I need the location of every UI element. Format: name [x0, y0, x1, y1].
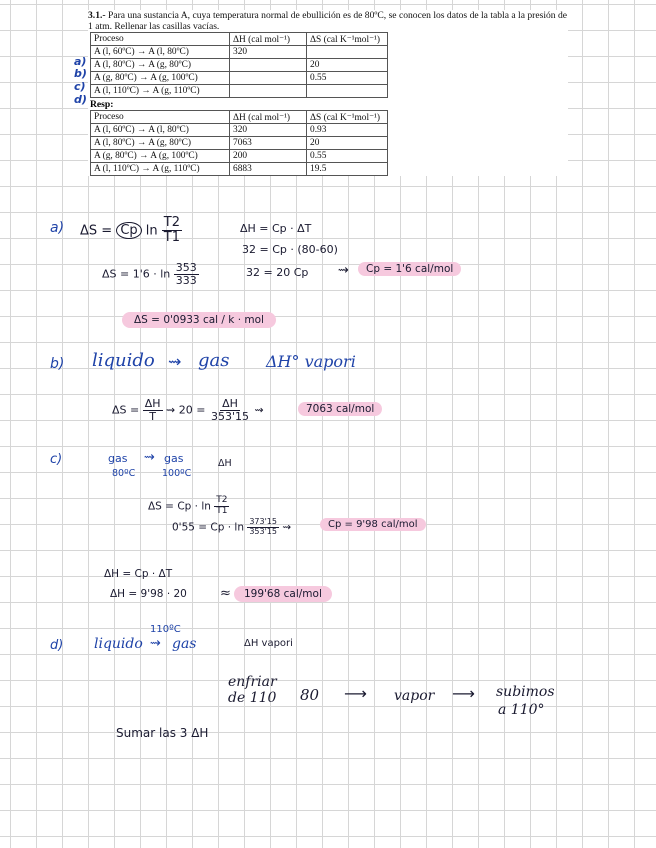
cell-ds: 0.93	[307, 124, 388, 137]
part-b-word-liquido: liquido	[92, 350, 155, 371]
cell-proceso: A (l, 60ºC) → A (l, 80ºC)	[91, 46, 230, 59]
frac-den: 333	[175, 274, 197, 288]
cell-proceso: A (l, 110ºC) → A (g, 110ºC)	[91, 85, 230, 98]
arrow-icon: ⇝	[282, 521, 292, 534]
part-d-temp: 110ºC	[150, 624, 181, 635]
answer-label: Resp:	[90, 99, 114, 110]
cell-dh: 320	[230, 46, 307, 59]
cell-ds: 0.55	[307, 150, 388, 163]
cell-proceso: A (l, 80ºC) → A (g, 80ºC)	[91, 137, 230, 150]
part-d-word-gas: gas	[172, 636, 197, 652]
cell-dh: 7063	[230, 137, 307, 150]
part-c-temp1: 80ºC	[112, 468, 136, 479]
cell-proceso: A (l, 110ºC) → A (g, 110ºC)	[91, 163, 230, 176]
part-c-temp2: 100ºC	[162, 468, 192, 479]
part-b-dh-vapori: ΔH° vapori	[266, 352, 356, 371]
cell-ds	[307, 46, 388, 59]
part-b-result: 7063 cal/mol	[298, 402, 382, 416]
table-row	[91, 46, 388, 59]
frac-den: T1	[163, 230, 181, 246]
table-row	[91, 137, 388, 150]
table-row	[91, 124, 388, 137]
answer-table	[90, 110, 388, 176]
part-c-eq2	[172, 518, 291, 537]
problem-text: Para una sustancia A, cuya temperatura normal de ebullición es de 80ºC, se conocen los datos de la tabla a la presión de 1 atm. Rellenar las casillas vacías.	[88, 10, 568, 32]
cell-dh: 320	[230, 124, 307, 137]
part-c-result: 199'68 cal/mol	[234, 586, 332, 602]
frac-num: 373'15	[249, 517, 277, 526]
cell-ds: 20	[307, 137, 388, 150]
part-d-label: d)	[50, 638, 64, 653]
part-b-label: b)	[50, 356, 65, 372]
problem-table	[90, 32, 388, 98]
part-d-dh-vapori: ΔH vapori	[244, 638, 293, 649]
eq-text: ΔS =	[112, 403, 140, 417]
side-mark-a: a)	[74, 55, 87, 68]
frac-num: T2	[163, 215, 181, 230]
problem-block	[88, 10, 568, 176]
part-c-label: c)	[50, 452, 63, 467]
part-d-word-liquido: liquido	[94, 636, 143, 652]
cell-proceso: A (g, 80ºC) → A (g, 100ºC)	[91, 72, 230, 85]
part-a-cp-result: Cp = 1'6 cal/mol	[358, 262, 461, 276]
side-mark-b: b)	[74, 67, 87, 80]
part-a-result: ΔS = 0'0933 cal / k · mol	[122, 312, 276, 328]
problem-number: 3.1.-	[88, 10, 106, 21]
cell-proceso: A (l, 60ºC) → A (l, 80ºC)	[91, 124, 230, 137]
arrow-icon: ⇝	[150, 636, 161, 651]
part-a-eq1	[80, 216, 182, 246]
eq-text: ΔS = 1'6 · ln	[102, 267, 171, 281]
frac-den: 353'15	[249, 526, 277, 536]
table-row	[91, 72, 388, 85]
cell-dh: 6883	[230, 163, 307, 176]
cell-proceso: A (g, 80ºC) → A (g, 100ºC)	[91, 150, 230, 163]
part-a-eq3: 32 = Cp · (80-60)	[242, 243, 338, 256]
arrow-icon: ⇝	[168, 352, 182, 371]
fraction	[247, 518, 279, 537]
cell-dh	[230, 72, 307, 85]
part-d-enfriar: enfriar	[228, 674, 277, 690]
frac-den: 353'15	[210, 410, 249, 424]
frac-num: T2	[216, 495, 228, 505]
header-proceso: Proceso	[91, 111, 230, 124]
approx-icon: ≈	[220, 586, 231, 601]
header-ds: ΔS (cal K⁻¹mol⁻¹)	[307, 111, 388, 124]
part-c-eq4: ΔH = 9'98 · 20	[110, 588, 187, 600]
part-d-subimos: subimos	[496, 684, 555, 700]
part-c-gas1: gas	[108, 452, 128, 465]
cell-proceso: A (l, 80ºC) → A (g, 80ºC)	[91, 59, 230, 72]
frac-den: T	[149, 410, 156, 424]
part-c-eq3: ΔH = Cp · ΔT	[104, 568, 173, 580]
part-b-word-gas: gas	[198, 350, 230, 371]
header-dh: ΔH (cal mol⁻¹)	[230, 111, 307, 124]
frac-den: T1	[216, 505, 228, 516]
fraction	[143, 398, 163, 423]
table-header	[91, 111, 388, 124]
cell-dh: 200	[230, 150, 307, 163]
part-a-eq4	[102, 262, 199, 287]
part-a-label: a)	[50, 220, 65, 236]
header-ds: ΔS (cal K⁻¹mol⁻¹)	[307, 33, 388, 46]
table-row	[91, 85, 388, 98]
part-c-gas2: gas	[164, 452, 184, 465]
fraction	[174, 262, 199, 287]
table-row	[91, 163, 388, 176]
fraction	[209, 398, 251, 423]
eq-text: ΔS = Cp · ln	[148, 500, 211, 513]
cell-ds: 19.5	[307, 163, 388, 176]
frac-num: 353	[175, 261, 197, 274]
fraction	[214, 496, 229, 517]
table-header	[91, 33, 388, 46]
arrow-icon: ⇝	[144, 450, 155, 465]
part-c-dh: ΔH	[218, 458, 232, 469]
part-a-eq2: ΔH = Cp · ΔT	[240, 222, 312, 235]
frac-num: ΔH	[222, 397, 238, 410]
part-d-a110: a 110°	[498, 702, 545, 718]
table-row	[91, 150, 388, 163]
part-d-sumar: Sumar las 3 ΔH	[116, 726, 209, 740]
part-a-eq5: 32 = 20 Cp	[246, 266, 309, 279]
eq-text: ⇝ 20 =	[166, 403, 206, 417]
cell-ds: 0.55	[307, 72, 388, 85]
part-d-80: 80	[300, 686, 320, 704]
side-mark-d: d)	[74, 93, 87, 106]
part-d-de110: de 110	[228, 690, 277, 706]
cell-dh	[230, 59, 307, 72]
part-c-eq1	[148, 496, 229, 517]
arrow-icon: ⟶	[452, 684, 475, 703]
arrow-icon: ⟶	[344, 684, 367, 703]
part-c-cp-result: Cp = 9'98 cal/mol	[320, 518, 426, 531]
table-row	[91, 59, 388, 72]
cell-ds: 20	[307, 59, 388, 72]
part-b-eq	[112, 398, 264, 423]
frac-num: ΔH	[144, 397, 161, 410]
side-mark-c: c)	[74, 80, 86, 93]
problem-statement	[88, 10, 568, 32]
eq-text: 0'55 = Cp · ln	[172, 521, 244, 534]
eq-text: ΔS =	[80, 223, 113, 239]
header-dh: ΔH (cal mol⁻¹)	[230, 33, 307, 46]
header-proceso: Proceso	[91, 33, 230, 46]
part-d-vapor: vapor	[394, 688, 435, 704]
arrow-icon: ⇝	[338, 263, 349, 278]
eq-text: ln	[145, 223, 158, 239]
fraction	[162, 216, 182, 246]
cp-circled: Cp	[116, 222, 141, 239]
cell-dh	[230, 85, 307, 98]
cell-ds	[307, 85, 388, 98]
arrow-icon: ⇝	[254, 403, 264, 417]
